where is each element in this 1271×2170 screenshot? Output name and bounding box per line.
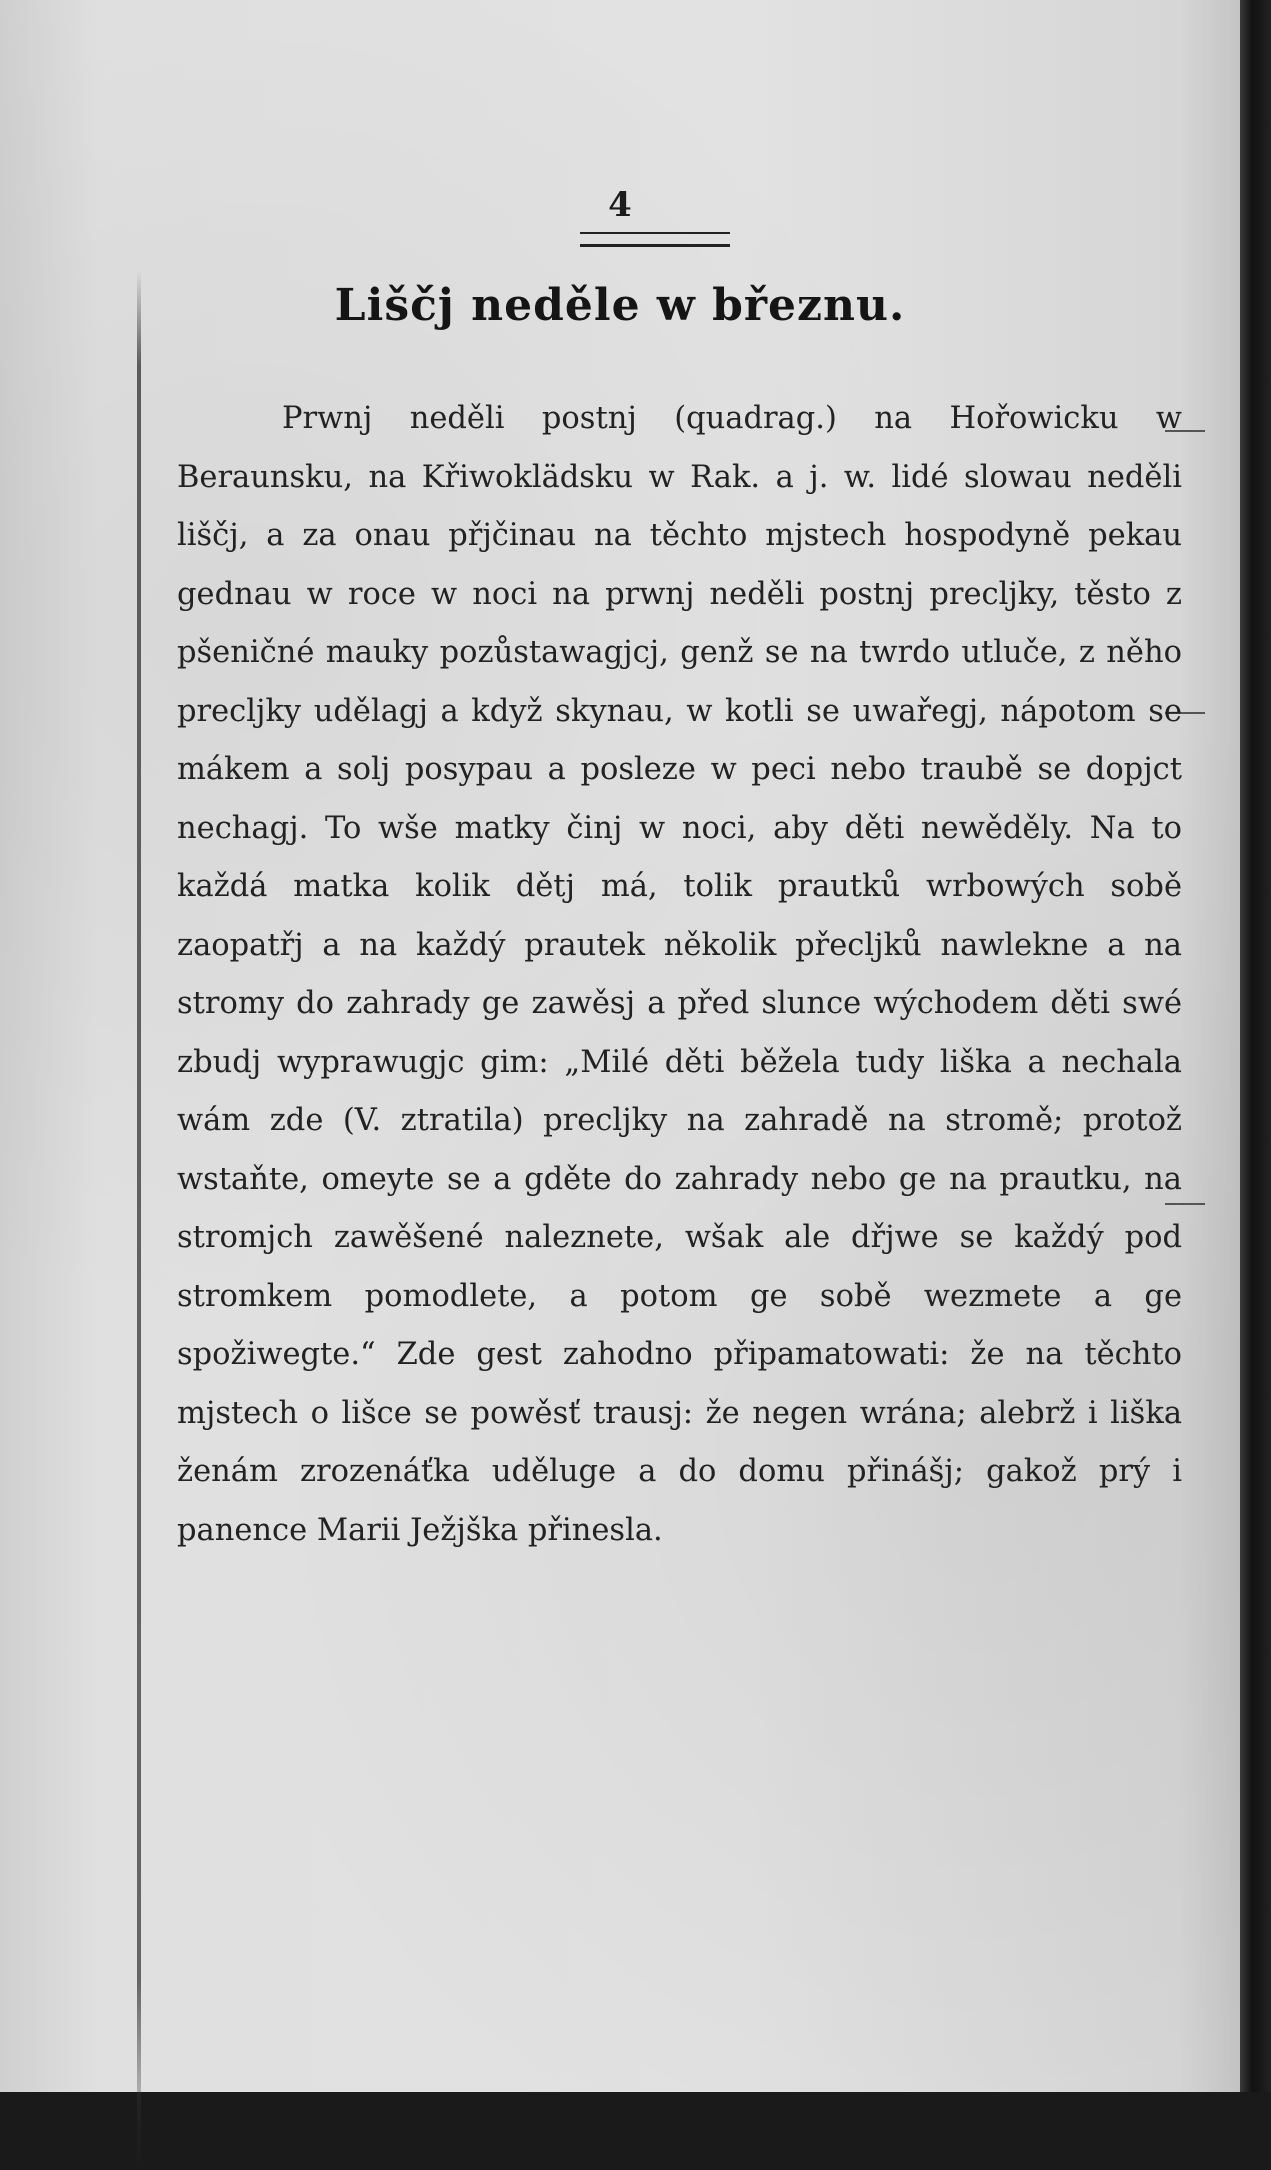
section-heading: Lišč́j neděle w březnu.	[334, 280, 906, 331]
title-rule	[580, 232, 730, 247]
margin-pencil-line	[137, 270, 141, 2170]
page-number: 4	[608, 185, 632, 225]
body-paragraph: Prwnj neděli postnj (quadrag.) na Hořowicku w Beraunsku, na Křiwoklädsku w Rak. a j. w. lidé slowau neděli lišč́j, a za onau přjčinau na těchto mjstech hospodyně pekau gednau w roce w noci na prwnj neděli postnj precljky, těsto z pšeničné mauky pozůstawagjcj, genž se na twrdo utluče, z něho precljky udělagj a když skynau, w kotli se uwařegj, nápotom se mákem a solj posypau a posleze w peci nebo traubě se dopjct nechagj. To wše matky činj w noci, aby děti newěděly. Na to každá matka kolik dětj má, tolik prautků wrbowých sobě zaopatřj a na každý prautek několik přecljků nawlekne a na stromy do zahrady ge zawěsj a před slunce wýchodem děti swé zbudj wyprawugjc gim: „Milé děti běžela tudy liška a nechala wám zde (V. ztratila) precljky na zahradě na stromě; protož wstaňte, omeyte se a gděte do zahrady nebo ge na prautku, na stromjch zawěšené naleznete, wšak ale dřjwe se každý pod stromkem pomodlete, a potom ge sobě wezmete a ge spožiwegte.“ Zde gest zahodno připamatowati: že na těchto mjstech o lišce se powěsť trausj: že negen wrána; alebrž i liška ženám zrozenáťka uděluge a do domu přinášj; gakož prý i panence Marii Ježjška přinesla.	[177, 401, 1182, 1548]
book-spine-edge	[1240, 0, 1271, 2092]
